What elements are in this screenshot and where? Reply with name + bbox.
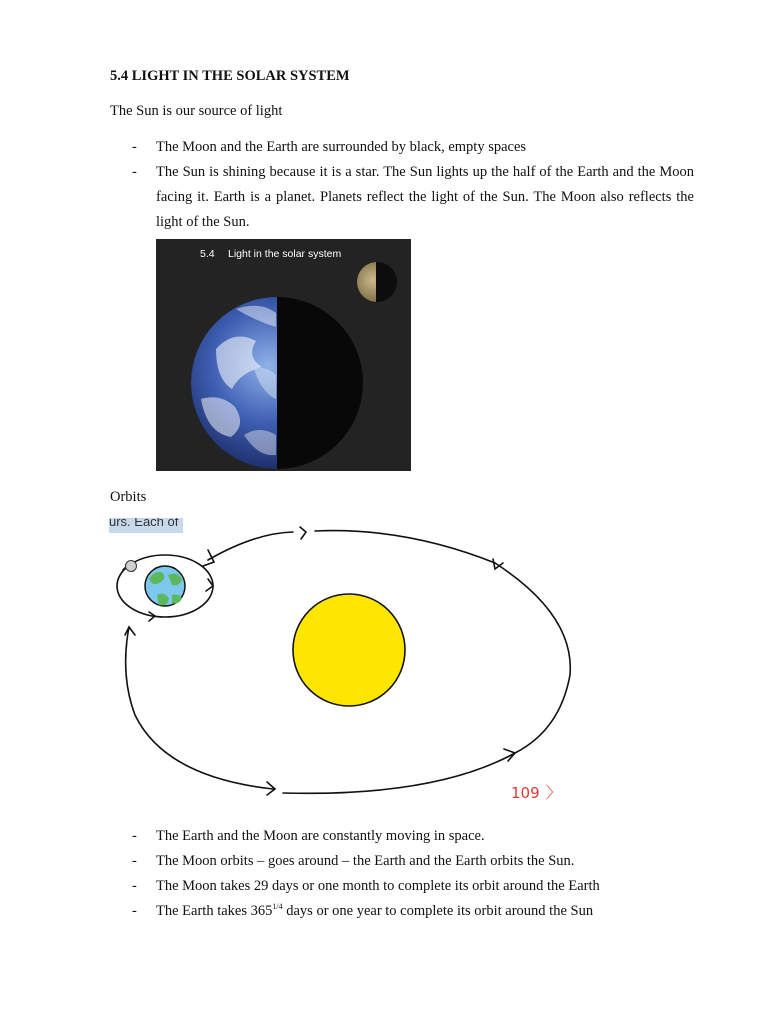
list-item: [110, 849, 694, 874]
earth-moon-photo: [156, 239, 411, 471]
orbits-heading: Orbits: [110, 489, 147, 505]
bullet-marker: -: [132, 853, 137, 869]
list-item: [110, 874, 694, 899]
bullet-marker: -: [132, 828, 137, 844]
earth-orbit-bottom-right-arc: [283, 753, 515, 793]
photo-caption-number: 5.4: [200, 248, 215, 260]
list-item: [110, 824, 694, 849]
intro-paragraph: The Sun is our source of light: [110, 103, 283, 119]
bullet-text-before: The Earth takes 365: [156, 903, 273, 919]
bullet-marker: -: [132, 878, 137, 894]
bullet-text: The Earth and the Moon are constantly moving in space.: [156, 828, 485, 844]
sun: [293, 594, 405, 706]
clipped-text-fragment: urs. Each of: [109, 518, 183, 533]
section-heading: 5.4 LIGHT IN THE SOLAR SYSTEM: [110, 68, 350, 84]
orbit-diagram: [105, 515, 575, 805]
bullet-text: The Moon takes 29 days or one month to complete its orbit around the Earth: [156, 878, 600, 894]
earth-orbit-right-arc: [495, 563, 570, 753]
list-item: [110, 160, 694, 235]
bullet-text: The Sun is shining because it is a star. The Sun lights up the half of the Earth and the Moon facing it. Earth is a planet. Planets reflect the light of the Sun. The Moon also reflects the light of the Sun.: [156, 164, 694, 230]
bullet-text: The Moon and the Earth are surrounded by black, empty spaces: [156, 139, 527, 155]
orbits-bullet-list: [110, 824, 694, 924]
earth-orbit-top-right-arc: [315, 531, 495, 563]
list-item: [110, 135, 694, 160]
bullet-text-after: days or one year to complete its orbit around the Sun: [282, 903, 594, 919]
page-number-text: 109: [511, 784, 540, 802]
chevron-right-icon[interactable]: 〉: [545, 783, 562, 802]
light-bullet-list: [110, 135, 694, 235]
earth-orbit-bottom-left-arc: [126, 627, 273, 789]
bullet-text: [156, 899, 694, 924]
moon: [126, 561, 137, 572]
photo-caption-title: Light in the solar system: [228, 248, 342, 260]
bullet-marker: -: [132, 903, 137, 919]
earth-orbit-top-arc: [208, 532, 293, 560]
bullet-marker: -: [132, 164, 137, 180]
list-item: [110, 899, 694, 924]
bullet-text: The Moon orbits – goes around – the Earth and the Earth orbits the Sun.: [156, 853, 575, 869]
page-number[interactable]: [511, 780, 562, 803]
bullet-marker: -: [132, 139, 137, 155]
fraction-superscript: 1/4: [272, 902, 283, 912]
